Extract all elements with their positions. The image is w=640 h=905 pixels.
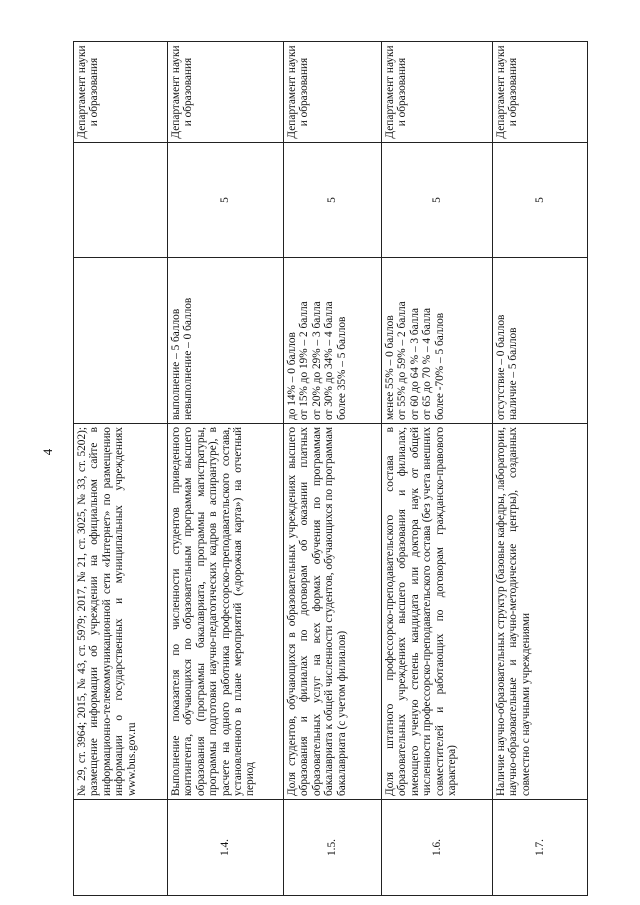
criteria-line: более -70% – 5 баллов <box>433 312 446 420</box>
criteria-table <box>73 41 588 896</box>
criteria-table-wrapper <box>73 42 587 896</box>
row-number-cell: 1.5. <box>284 800 382 896</box>
criteria-line: от 20% до 29% – 3 балла <box>310 301 323 420</box>
max-score-cell: 5 <box>493 143 588 258</box>
max-score-cell: 5 <box>168 143 284 258</box>
department-cell: Департамент науки и образования <box>74 42 168 143</box>
criteria-line: от 30% до 34% – 4 балла <box>323 301 336 420</box>
criteria-line: до 14% – 0 баллов <box>286 332 298 420</box>
criteria-line: менее 55% – 0 баллов <box>384 315 396 420</box>
indicator-cell: Выполнение показателя по численности студентов приведенного контингента, обучающихся по образовательным программам высшего образования (программы бакалавриата, программы магистратуры, программы подготовки научно-педагогических кадров в аспирантуре), в расчете на одного работника профессорско-преподавательского состава, установленного в плане мероприятий («дорожная карта») на отчетный период <box>168 424 284 800</box>
criteria-line: от 55% до 59% – 2 балла <box>396 301 409 420</box>
table-row <box>493 42 588 896</box>
table-row <box>284 42 382 896</box>
table-row <box>74 42 168 896</box>
department-cell: Департамент науки и образования <box>493 42 588 143</box>
max-score-cell <box>74 143 168 258</box>
department-cell: Департамент науки и образования <box>284 42 382 143</box>
row-number-cell: 1.4. <box>168 800 284 896</box>
criteria-line: более 35% – 5 баллов <box>335 316 348 420</box>
criteria-line: невыполнение – 0 баллов <box>182 297 195 420</box>
criteria-line: наличие – 5 баллов <box>507 327 520 420</box>
table-row <box>168 42 284 896</box>
table-body <box>74 42 588 896</box>
max-score-cell: 5 <box>382 143 493 258</box>
criteria-line: от 65 до 70 % – 4 балла <box>421 307 434 420</box>
indicator-cell: Доля штатного профессорско-преподавательского состава в образовательных учреждениях высшего образования и филиалах, имеющего ученую степень кандидата или доктора наук от общей численности профессорско-преподавательского состава (без учета внешних совместителей и работающих по договорам гражданско-правового характера) <box>382 424 493 800</box>
criteria-cell <box>168 258 284 424</box>
max-score-cell: 5 <box>284 143 382 258</box>
criteria-cell <box>493 258 588 424</box>
indicator-cell: № 29, ст. 3964; 2015, № 43, ст. 5979; 2017, № 21, ст. 3025, № 33, ст. 5202); размещение информации об учреждении на официальном сайте в информационно-телекоммуникационной сети «Интернет» по размещению информации о государственных и муниципальных учреждениях www.bus.gov.ru <box>74 424 168 800</box>
department-cell: Департамент науки и образования <box>168 42 284 143</box>
criteria-line: выполнение – 5 баллов <box>170 308 182 420</box>
criteria-cell <box>284 258 382 424</box>
criteria-line: от 15% до 19% – 2 балла <box>298 301 311 420</box>
row-number-cell: 1.6. <box>382 800 493 896</box>
department-cell: Департамент науки и образования <box>382 42 493 143</box>
criteria-cell <box>74 258 168 424</box>
row-number-cell <box>74 800 168 896</box>
criteria-line: отсутствие – 0 баллов <box>495 314 507 420</box>
criteria-cell <box>382 258 493 424</box>
page-number: 4 <box>40 448 55 456</box>
indicator-cell: Наличие научно-образовательных структур (базовые кафедры, лаборатории, научно-образовательные и научно-методические центры), созданных совместно с научными учреждениями <box>493 424 588 800</box>
table-row <box>382 42 493 896</box>
row-number-cell: 1.7. <box>493 800 588 896</box>
criteria-line: от 60 до 64 % – 3 балла <box>408 307 421 420</box>
indicator-cell: Доля студентов, обучающихся в образовательных учреждениях высшего образования и филиалах по договорам об оказании платных образовательных услуг на всех формах обучения по программам бакалавриата к общей численности студентов, обучающихся по программам бакалавриата (с учетом филиалов) <box>284 424 382 800</box>
